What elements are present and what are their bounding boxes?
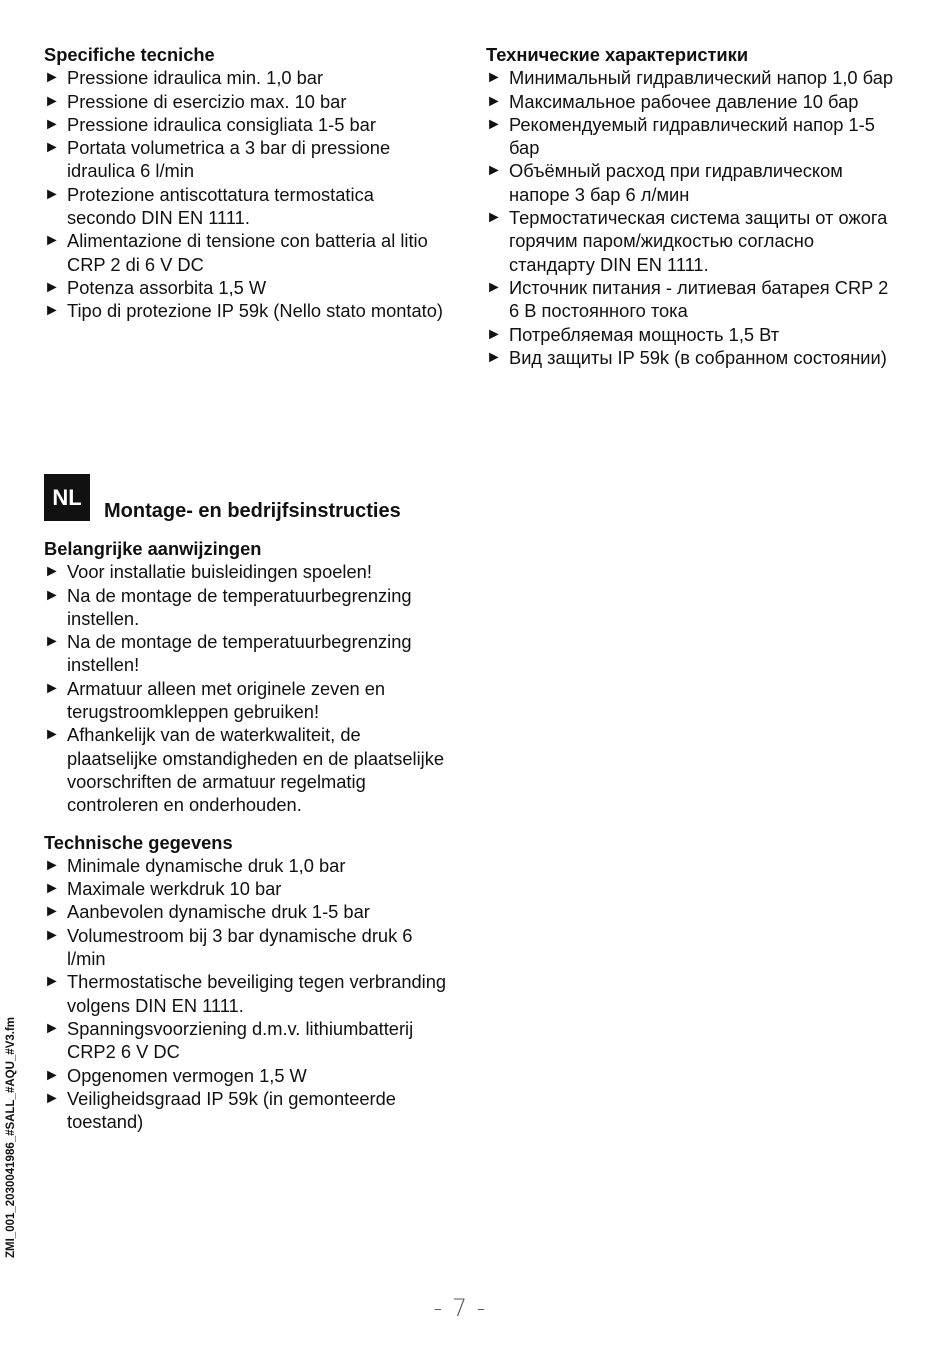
list-item <box>44 276 444 299</box>
list-item <box>44 630 449 677</box>
bullet-arrow-icon: ► <box>486 115 502 133</box>
list-item-text: Minimale dynamische druk 1,0 bar <box>67 854 346 876</box>
list-item-text: Pressione idraulica consigliata 1-5 bar <box>67 113 376 135</box>
bullet-arrow-icon: ► <box>44 633 60 651</box>
list-item-text: Potenza assorbita 1,5 W <box>67 276 267 298</box>
list-item-text: Aanbevolen dynamische druk 1-5 bar <box>67 901 370 923</box>
list-item <box>486 159 896 206</box>
list-item <box>44 677 449 724</box>
bullet-arrow-icon: ► <box>44 856 60 874</box>
list-item-text: Pressione di esercizio max. 10 bar <box>67 90 347 112</box>
document-file-code: ZMI_001_2030041986_#SALL_#AQU_#V3.fm <box>5 1016 17 1258</box>
list-item <box>44 113 444 136</box>
list-item-text: Минимальный гидравлический напор 1,0 бар <box>509 67 894 89</box>
list-item <box>44 900 449 923</box>
list-item-text: Protezione antiscottatura termostatica secondo DIN EN 1111. <box>67 183 374 229</box>
list-item <box>486 206 896 276</box>
list-item-text: Volumestroom bij 3 bar dynamische druk 6 l/min <box>67 924 413 970</box>
dutch-notes-list <box>44 560 449 816</box>
list-item <box>44 66 444 89</box>
list-item <box>44 924 449 971</box>
list-item-text: Portata volumetrica a 3 bar di pressione idraulica 6 l/min <box>67 137 391 182</box>
italian-specs-section <box>44 43 444 323</box>
list-item <box>486 66 896 89</box>
list-item-text: Tipo di protezione IP 59k (Nello stato montato) <box>67 300 443 322</box>
list-item <box>486 323 896 346</box>
list-item-text: Объёмный расход при гидравлическом напоре 3 бар 6 л/мин <box>509 160 843 205</box>
page-number: - 7 - <box>433 1294 487 1322</box>
list-item <box>486 346 896 369</box>
list-item <box>44 1064 449 1087</box>
list-item-text: Вид защиты IP 59k (в собранном состоянии) <box>509 346 887 368</box>
bullet-arrow-icon: ► <box>44 726 60 744</box>
bullet-arrow-icon: ► <box>486 325 502 343</box>
list-item-text: Na de montage de temperatuurbegrenzing instellen! <box>67 631 412 676</box>
list-item-text: Opgenomen vermogen 1,5 W <box>67 1064 307 1086</box>
list-item <box>44 584 449 631</box>
bullet-arrow-icon: ► <box>44 278 60 296</box>
list-item <box>44 1017 449 1064</box>
list-item <box>486 113 896 160</box>
list-item-text: Источник питания - литиевая батарея CRP 2 6 В постоянного тока <box>509 276 889 322</box>
bullet-arrow-icon: ► <box>44 139 60 157</box>
list-item <box>486 276 896 323</box>
list-item <box>44 183 444 230</box>
list-item <box>44 229 444 276</box>
list-item-text: Thermostatische beveiliging tegen verbranding volgens DIN EN 1111. <box>67 971 447 1016</box>
dutch-notes-heading: Belangrijke aanwijzingen <box>44 538 262 559</box>
bullet-arrow-icon: ► <box>44 679 60 697</box>
list-item-text: Pressione idraulica min. 1,0 bar <box>67 67 324 89</box>
bullet-arrow-icon: ► <box>44 115 60 133</box>
list-item <box>44 854 449 877</box>
list-item-text: Armatuur alleen met originele zeven en terugstroomkleppen gebruiken! <box>67 677 386 723</box>
russian-specs-section <box>486 43 896 369</box>
bullet-arrow-icon: ► <box>486 92 502 110</box>
list-item-text: Veiligheidsgraad IP 59k (in gemonteerde toestand) <box>67 1087 396 1133</box>
russian-specs-heading: Технические характеристики <box>486 44 749 65</box>
list-item-text: Максимальное рабочее давление 10 бар <box>509 90 859 112</box>
bullet-arrow-icon: ► <box>486 69 502 87</box>
dutch-section <box>44 537 449 1133</box>
list-item <box>44 136 444 183</box>
list-item <box>44 877 449 900</box>
list-item <box>44 1087 449 1134</box>
bullet-arrow-icon: ► <box>44 1019 60 1037</box>
italian-specs-list <box>44 66 444 322</box>
bullet-arrow-icon: ► <box>44 563 60 581</box>
bullet-arrow-icon: ► <box>44 185 60 203</box>
russian-specs-list <box>486 66 896 369</box>
bullet-arrow-icon: ► <box>486 348 502 366</box>
bullet-arrow-icon: ► <box>44 903 60 921</box>
list-item <box>44 723 449 816</box>
bullet-arrow-icon: ► <box>486 162 502 180</box>
dutch-specs-heading: Technische gegevens <box>44 831 233 853</box>
list-item <box>486 90 896 113</box>
list-item-text: Na de montage de temperatuurbegrenzing instellen. <box>67 584 412 629</box>
bullet-arrow-icon: ► <box>44 1089 60 1107</box>
list-item <box>44 560 449 583</box>
list-item-text: Рекомендуемый гидравлический напор 1-5 бар <box>509 113 875 159</box>
bullet-arrow-icon: ► <box>486 209 502 227</box>
bullet-arrow-icon: ► <box>44 302 60 320</box>
list-item <box>44 299 444 322</box>
list-item <box>44 970 449 1017</box>
bullet-arrow-icon: ► <box>44 69 60 87</box>
bullet-arrow-icon: ► <box>486 278 502 296</box>
bullet-arrow-icon: ► <box>44 973 60 991</box>
list-item-text: Термостатическая система защиты от ожога горячим паром/жидкостью согласно стандарту DIN EN 1111. <box>509 207 888 275</box>
bullet-arrow-icon: ► <box>44 926 60 944</box>
list-item-text: Alimentazione di tensione con batteria al litio CRP 2 di 6 V DC <box>67 230 428 275</box>
language-badge-nl: NL <box>44 474 90 521</box>
list-item-text: Voor installatie buisleidingen spoelen! <box>67 561 372 583</box>
bullet-arrow-icon: ► <box>44 586 60 604</box>
list-item-text: Spanningsvoorziening d.m.v. lithiumbatterij CRP2 6 V DC <box>67 1017 414 1063</box>
list-item-text: Потребляемая мощность 1,5 Вт <box>509 323 780 345</box>
dutch-specs-list <box>44 854 449 1134</box>
bullet-arrow-icon: ► <box>44 92 60 110</box>
bullet-arrow-icon: ► <box>44 232 60 250</box>
italian-specs-heading: Specifiche tecniche <box>44 44 215 65</box>
bullet-arrow-icon: ► <box>44 880 60 898</box>
bullet-arrow-icon: ► <box>44 1066 60 1084</box>
list-item-text: Maximale werkdruk 10 bar <box>67 878 282 900</box>
dutch-section-title: Montage- en bedrijfsinstructies <box>104 500 401 522</box>
list-item <box>44 90 444 113</box>
list-item-text: Afhankelijk van de waterkwaliteit, de plaatselijke omstandigheden en de plaatselijke voorschriften de armatuur regelmatig controleren en onderhouden. <box>67 724 445 816</box>
